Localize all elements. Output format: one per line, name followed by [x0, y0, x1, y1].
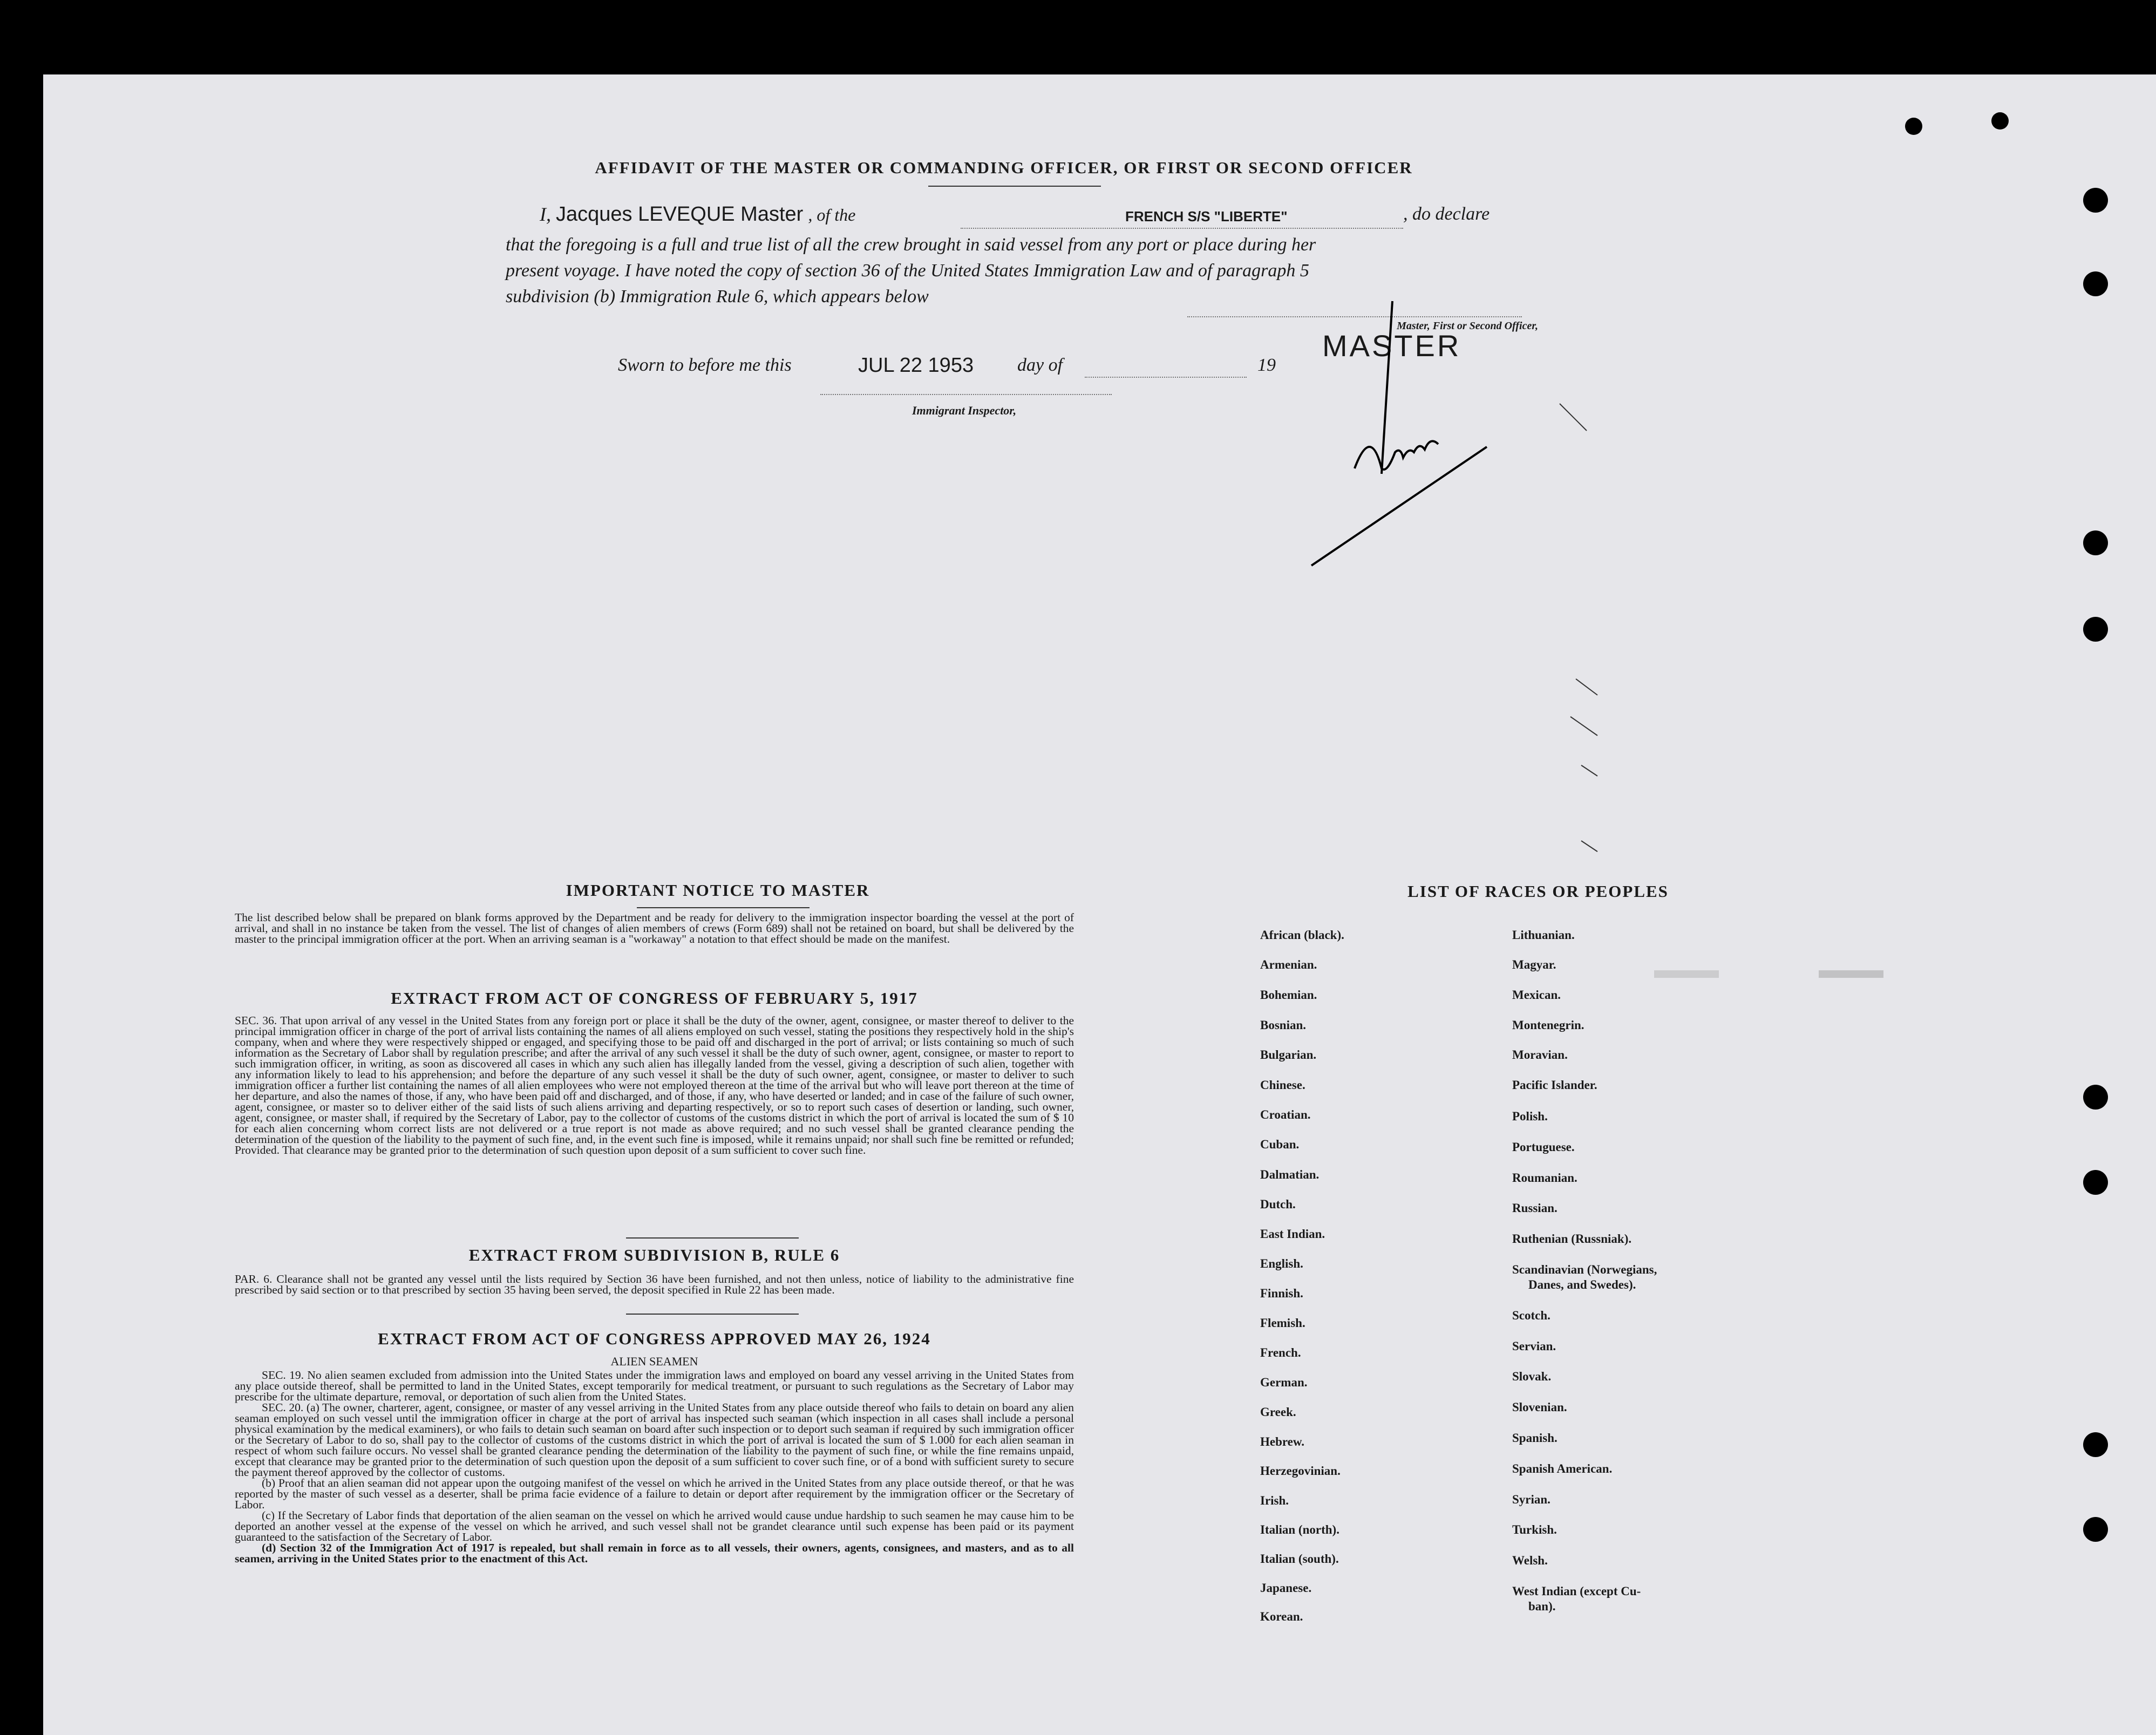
alien-seamen-subtitle: ALIEN SEAMEN — [610, 1355, 698, 1368]
race-item-left: Italian (north). — [1260, 1523, 1339, 1536]
vessel-name: FRENCH S/S "LIBERTE" — [1125, 208, 1288, 224]
affidavit-declaration-line — [540, 203, 1565, 230]
master-officer-label: Master, First or Second Officer, — [1397, 320, 1538, 332]
race-item-left: Dalmatian. — [1260, 1168, 1320, 1181]
day-of-text: day of — [1017, 355, 1063, 375]
extract-1917-body: SEC. 36. That upon arrival of any vessel in the United States from any foreign port or place it shall be the duty of the owner, agent, consignee, or master thereof to deliver to the principal immigration officer in charge of the port of arrival lists containing the names of all aliens employed on such vessel, stating the positions they respectively hold in the ship's company, when and where they were respectively shipped or engaged, and specifying those to be paid off and discharged in the port of arrival; or lists containing so much of such information as the Secretary of Labor shall by regulation prescribe; and after the arrival of any such vessel it shall be the duty of such owner, agent, consignee, or master to report to such immigration officer, in writing, as soon as discovered all cases in which any such alien has illegally landed from the vessel, giving a description of such alien, together with any information likely to lead to his apprehension; and before the departure of any such vessel it shall be the duty of such owner, agent, consignee, or master to deliver to such immigration officer a further list containing the names of all alien employees who were not employed thereon at the time of the arrival but who will leave port thereon at the time of her departure, and also the names of those, if any, who have been paid off and discharged, and of those, if any, who have deserted or landed; and in case of the failure of such owner, agent, consignee, or master so to deliver either of the said lists of such aliens arriving and departing respectively, or so to report such cases of desertion or landing, such owner, agent, consignee, or master shall, if required by the Secretary of Labor, pay to the collector of customs of the customs district in which the port of arrival is located the sum of $ 10 for each alien concerning whom correct lists are not delivered or a true report is not made as above required; and no such vessel shall be granted clearance pending the determination of the question of the liability to the payment of such fine, and, in the event such fine is imposed, while it remains unpaid; nor shall such fine be remitted or refunded; Provided. That clearance may be granted prior to the determination of such question upon deposit of a sum sufficient to cover such fine. — [235, 1014, 1074, 1156]
race-item-left: Irish. — [1260, 1494, 1289, 1507]
affidavit-i-prefix: I, — [540, 203, 551, 225]
race-item-left: English. — [1260, 1257, 1303, 1270]
extract-rule6-body: PAR. 6. Clearance shall not be granted any vessel until the lists required by Section 36 have been furnished, and not then unless, notice of liability to the administrative fine prescribed by said section or to that prescribed by section 35 having been served, the deposit specified in Rule 22 has been made. — [235, 1273, 1074, 1296]
races-list-title: LIST OF RACES OR PEOPLES — [1407, 882, 1669, 901]
master-stamp: MASTER — [1322, 329, 1461, 363]
race-item-left: Armenian. — [1260, 958, 1317, 971]
race-item-right: Ruthenian (Russniak). — [1512, 1232, 1632, 1246]
race-item-right: Polish. — [1512, 1110, 1548, 1123]
race-item-left: Korean. — [1260, 1610, 1303, 1623]
extract-1917-title: EXTRACT FROM ACT OF CONGRESS OF FEBRUARY 5, 1917 — [391, 989, 918, 1008]
sec20d-paragraph: (d) Section 32 of the Immigration Act of 1917 is repealed, but shall remain in force as to all vessels, their owners, agents, consignees, and masters, and as to all seamen, arriving in the United States prior to the enactment of this Act. — [235, 1541, 1074, 1565]
extract-1924-body — [235, 1370, 1074, 1564]
race-item-right: Moravian. — [1512, 1048, 1568, 1062]
notice-title: IMPORTANT NOTICE TO MASTER — [566, 881, 870, 900]
race-item-left: Croatian. — [1260, 1108, 1311, 1121]
smudge-mark — [1654, 970, 1719, 978]
master-name: Jacques LEVEQUE Master — [556, 203, 804, 226]
race-item-right: Servian. — [1512, 1339, 1556, 1353]
race-item-right: Scotch. — [1512, 1309, 1550, 1322]
inspector-dotted-line — [820, 394, 1112, 395]
smudge-mark — [1819, 970, 1883, 978]
race-item-left: East Indian. — [1260, 1227, 1325, 1241]
punch-hole — [1905, 118, 1922, 135]
race-item-right: Pacific Islander. — [1512, 1078, 1597, 1092]
affidavit-text-line: subdivision (b) Immigration Rule 6, which appears below — [506, 287, 929, 307]
race-item-left: Bosnian. — [1260, 1018, 1307, 1032]
sec20a-paragraph: SEC. 20. (a) The owner, charterer, agent, consignee, or master of any vessel arriving in the United States from any place outside thereof who fails to detain on board any alien seaman employed on such vessel until the immigration officer in charge at the port of arrival has inspected such seaman (which inspection in all cases shall include a personal physical examination by the medical examiners), or who fails to detain such seaman on board after such inspection or to deport such seaman if required by such immigration officer or the Secretary of Labor to do so, shall pay to the collector of customs of the customs district in which the port of arrival is located the sum of $ 1.000 for each alien seaman in respect of whom such failure occurs. No vessel shall be granted clearance pending the determination of the liability to the payment of such fine, or while the fine remains unpaid, except that clearance may be granted prior to the determination of such question upon the deposit of a sum sufficient to cover such fine, or of a bond with sufficient surety to secure the payment thereof approved by the collector of customs. — [235, 1401, 1074, 1479]
punch-hole — [1991, 112, 2009, 130]
extract-rule6-title: EXTRACT FROM SUBDIVISION B, RULE 6 — [468, 1246, 840, 1264]
day-dotted-line — [1085, 377, 1247, 378]
affidavit-text-line: present voyage. I have noted the copy of section 36 of the United States Immigration Law and of paragraph 5 — [506, 261, 1309, 281]
punch-hole — [2083, 530, 2108, 555]
race-item-right: Syrian. — [1512, 1493, 1550, 1506]
race-item-left: Finnish. — [1260, 1287, 1303, 1300]
race-item-left: Cuban. — [1260, 1138, 1300, 1151]
punch-hole — [2083, 1085, 2108, 1110]
notice-body: The list described below shall be prepared on blank forms approved by the Department and be ready for delivery to the immigration inspector boarding the vessel at the port of arrival, and shall in no instance be taken from the vessel. The list of changes of alien members of crews (Form 689) shall not be retained on board, but shall be delivered by the master to the principal immigration officer at the port. When an arriving seaman is a "workaway" a notation to that effect should be made on the manifest. — [235, 911, 1074, 945]
race-item-right: Russian. — [1512, 1201, 1558, 1215]
race-item-right: Welsh. — [1512, 1554, 1548, 1567]
affidavit-title: AFFIDAVIT OF THE MASTER OR COMMANDING OFFICER, OR FIRST OR SECOND OFFICER — [595, 158, 1413, 177]
race-item-right: Scandinavian (Norwegians, — [1512, 1263, 1657, 1276]
vessel-dotted-line — [961, 228, 1403, 229]
handwritten-signature — [1301, 290, 1560, 593]
sec20c-paragraph: (c) If the Secretary of Labor finds that deportation of the alien seaman on the vessel on which he arrived would cause undue hardship to such seamen he may cause him to be deported an another vessel at the expense of the vessel on which he arrived, and such vessel shall not be grandet clearance until such expense has been paid or its payment guaranteed to the satisfaction of the Secretary of Labor. — [235, 1509, 1074, 1543]
race-item-left: Bohemian. — [1260, 988, 1317, 1002]
race-item-right: Montenegrin. — [1512, 1018, 1584, 1032]
document-page — [43, 74, 2156, 1735]
punch-hole — [2083, 617, 2108, 642]
race-item-left: Herzegovinian. — [1260, 1464, 1341, 1478]
race-item-right: Roumanian. — [1512, 1171, 1577, 1185]
race-item-right: Portuguese. — [1512, 1140, 1575, 1154]
extract-1924-title: EXTRACT FROM ACT OF CONGRESS APPROVED MAY 26, 1924 — [378, 1329, 931, 1348]
race-item-right: Mexican. — [1512, 988, 1561, 1002]
sworn-date-stamp: JUL 22 1953 — [858, 354, 974, 377]
punch-hole — [2083, 1170, 2108, 1195]
do-declare-text: , do declare — [1403, 204, 1490, 224]
race-item-right: Spanish. — [1512, 1431, 1558, 1445]
divider — [626, 1237, 799, 1239]
sec19-paragraph: SEC. 19. No alien seamen excluded from admission into the United States under the immigration laws and employed on board any vessel arriving in the United States from any place outside thereof, shall be permitted to land in the United States, except temporarily for medical treatment, or pursuant to such regulations as the Secretary of Labor may prescribe for the ultimate departure, removal, or deportation of such alien from the United States. — [235, 1369, 1074, 1403]
affidavit-text-line: that the foregoing is a full and true list of all the crew brought in said vessel from any port or place during her — [506, 235, 1316, 255]
race-item-left: Japanese. — [1260, 1581, 1312, 1595]
race-item-right: ban). — [1528, 1600, 1556, 1613]
divider — [928, 186, 1101, 187]
year-prefix: 19 — [1257, 355, 1276, 375]
punch-hole — [2083, 188, 2108, 213]
race-item-right: Slovenian. — [1512, 1400, 1567, 1414]
race-item-left: Hebrew. — [1260, 1435, 1304, 1448]
race-item-left: Flemish. — [1260, 1316, 1305, 1330]
punch-hole — [2083, 1432, 2108, 1457]
race-item-right: Slovak. — [1512, 1370, 1552, 1383]
of-the-text: , of the — [808, 205, 856, 224]
punch-hole — [2083, 271, 2108, 296]
race-item-right: West Indian (except Cu- — [1512, 1584, 1641, 1598]
divider — [626, 1314, 799, 1315]
divider — [637, 907, 810, 908]
sec20b-paragraph: (b) Proof that an alien seaman did not appear upon the outgoing manifest of the vessel on which he arrived in the United States from any place outside thereof, or that he was reported by the master of such vessel as a deserter, shall be prima facie evidence of a failure to detain or deport after requirement by the immigration officer or the Secretary of Labor. — [235, 1477, 1074, 1511]
race-item-left: Dutch. — [1260, 1198, 1296, 1211]
race-item-left: French. — [1260, 1346, 1301, 1359]
immigrant-inspector-label: Immigrant Inspector, — [912, 404, 1017, 417]
race-item-left: Greek. — [1260, 1405, 1296, 1419]
race-item-left: German. — [1260, 1376, 1308, 1389]
stray-marks — [1554, 398, 1619, 884]
punch-hole — [2083, 1517, 2108, 1542]
race-item-right: Spanish American. — [1512, 1462, 1613, 1475]
sworn-text: Sworn to before me this — [618, 355, 792, 375]
race-item-left: Italian (south). — [1260, 1552, 1339, 1566]
race-item-left: Bulgarian. — [1260, 1048, 1317, 1062]
race-item-left: African (black). — [1260, 928, 1344, 942]
race-item-right: Danes, and Swedes). — [1528, 1278, 1636, 1291]
race-item-right: Turkish. — [1512, 1523, 1557, 1536]
race-item-left: Chinese. — [1260, 1078, 1305, 1092]
race-item-right: Lithuanian. — [1512, 928, 1575, 942]
race-item-right: Magyar. — [1512, 958, 1556, 971]
